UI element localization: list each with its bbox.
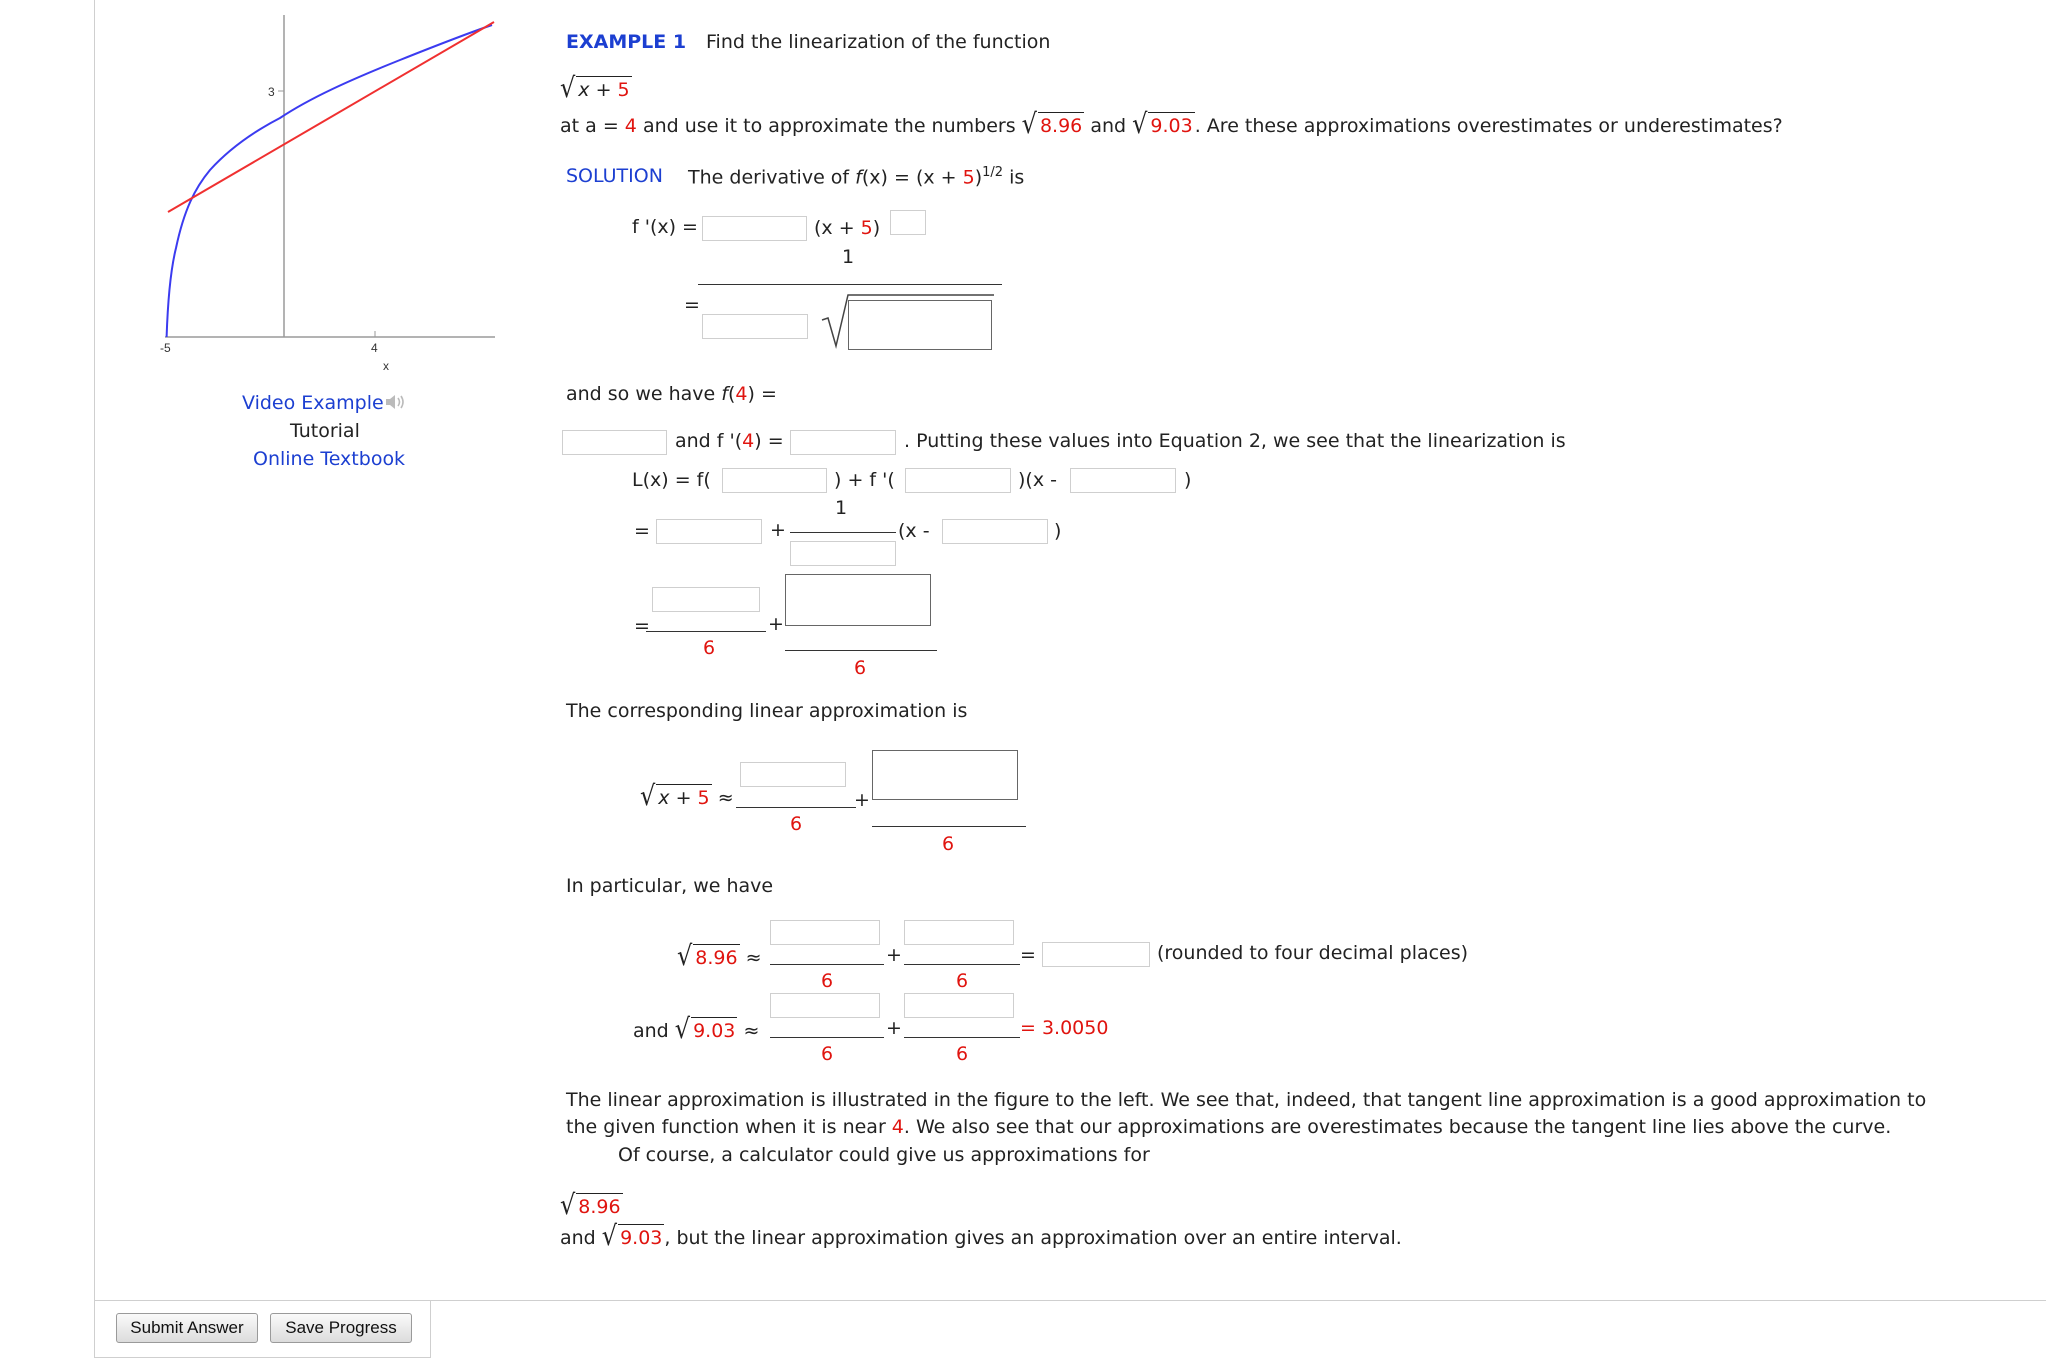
part2-plus: +	[886, 1017, 902, 1039]
corresponding-text: The corresponding linear approximation is	[566, 700, 968, 722]
lin-frac-denominator-input[interactable]	[790, 541, 896, 566]
axis-label-x: x	[383, 359, 389, 373]
fprime-denominator-coef-input[interactable]	[702, 314, 808, 339]
corr-num2-input[interactable]	[872, 750, 1018, 800]
lin-den1: 6	[703, 637, 716, 659]
example-prompt: Find the linearization of the function	[706, 31, 1051, 53]
part1-den2: 6	[956, 970, 969, 992]
part1-bar1	[770, 964, 884, 965]
function-graph	[150, 10, 510, 380]
conclusion-line2: the given function when it is near 4. We also see that our approximations are overestimates because the tangent line lies above the curve.	[566, 1116, 1892, 1138]
fprime-coefficient-input[interactable]	[702, 216, 807, 241]
f4-value-input[interactable]	[562, 430, 667, 455]
problem-line: at a = 4 and use it to approximate the numbers √ 8.96 and √ 9.03 . Are these approximations overestimates or underestimates?	[560, 107, 1783, 141]
solution-label: SOLUTION	[566, 165, 663, 187]
lin-frac-one: 1	[835, 497, 848, 519]
part1-num2-input[interactable]	[904, 920, 1014, 945]
tangent-line	[168, 22, 494, 212]
corr-num1-input[interactable]	[740, 762, 846, 787]
corr-den1: 6	[790, 813, 803, 835]
lin-num1-input[interactable]	[652, 587, 760, 612]
submit-answer-button[interactable]: Submit Answer	[116, 1313, 258, 1343]
particular-sqrt1: √ 8.96 ≈	[677, 939, 762, 973]
part2-den1: 6	[821, 1043, 834, 1065]
fprime-numerator: 1	[842, 246, 855, 268]
fprime-exponent-input[interactable]	[890, 210, 926, 235]
fprime-label: f '(x) =	[632, 216, 698, 238]
part1-result-input[interactable]	[1042, 942, 1150, 967]
lin-eq1: =	[634, 520, 650, 542]
part2-bar2	[904, 1037, 1020, 1038]
corr-den2: 6	[942, 833, 955, 855]
fprime-fraction-bar	[698, 284, 1002, 285]
part1-num1-input[interactable]	[770, 920, 880, 945]
lin-den2: 6	[854, 657, 867, 679]
part1-equals: =	[1020, 944, 1036, 966]
corr-sqrt: √ x + 5 ≈	[640, 779, 734, 813]
equation2-text: . Putting these values into Equation 2, we see that the linearization is	[904, 430, 1566, 452]
rounded-note: (rounded to four decimal places)	[1157, 942, 1469, 964]
save-progress-button[interactable]: Save Progress	[270, 1313, 412, 1343]
conclusion-last: and √ 9.03 , but the linear approximation gives an approximation over an entire interval.	[560, 1219, 1402, 1253]
conclusion-line3: Of course, a calculator could give us approximations for	[618, 1144, 1150, 1166]
lin-plus1: +	[770, 519, 786, 541]
fprime-equals: =	[684, 294, 700, 316]
conclusion-line1: The linear approximation is illustrated in the figure to the left. We see that, indeed, that tangent line approximation is a good approximation to	[566, 1089, 1927, 1111]
tutorial-link[interactable]: Tutorial	[290, 420, 360, 442]
lin-fraction-bar	[790, 532, 896, 533]
fprime-paren: (x + 5)	[814, 217, 881, 239]
part1-plus: +	[886, 944, 902, 966]
part2-den2: 6	[956, 1043, 969, 1065]
online-textbook-link[interactable]: Online Textbook	[253, 448, 406, 470]
speaker-icon	[384, 393, 406, 411]
part2-num1-input[interactable]	[770, 993, 880, 1018]
example-label: EXAMPLE 1	[566, 31, 687, 53]
tick-label-x-left: -5	[160, 341, 171, 355]
lin-bar2	[785, 650, 937, 651]
corr-bar1	[736, 807, 856, 808]
corr-bar2	[872, 826, 1026, 827]
lin-eq2: =	[634, 615, 650, 637]
part2-num2-input[interactable]	[904, 993, 1014, 1018]
fprime4-value-input[interactable]	[790, 430, 896, 455]
tick-label-x-right: 4	[371, 341, 378, 355]
part1-den1: 6	[821, 970, 834, 992]
lin-num2-input[interactable]	[785, 574, 931, 626]
solution-text: The derivative of $f(x) = (x + 5)^{1/2}$ is	[688, 165, 1025, 189]
lin-close: )	[1054, 520, 1062, 542]
part2-bar1	[770, 1037, 884, 1038]
part1-bar2	[904, 964, 1020, 965]
lx-f-arg-input[interactable]	[722, 468, 827, 493]
lin-const-input[interactable]	[656, 519, 762, 544]
fprime-radicand-input[interactable]	[848, 300, 992, 350]
part2-result: = 3.0050	[1020, 1017, 1109, 1039]
conclusion-sqrt1: √ 8.96	[560, 1188, 621, 1222]
lx-fprime-arg-input[interactable]	[905, 468, 1011, 493]
corr-plus: +	[854, 789, 870, 811]
particular-sqrt2: and √ 9.03 ≈	[633, 1012, 760, 1046]
particular-text: In particular, we have	[566, 875, 774, 897]
lx-times-x-minus: )(x -	[1018, 469, 1057, 491]
video-example-label: Video Example	[242, 392, 384, 414]
lin-x-minus-input[interactable]	[942, 519, 1048, 544]
lin-plus2: +	[768, 613, 784, 635]
lx-label: L(x) = f(	[632, 469, 711, 491]
lx-x-minus-input[interactable]	[1070, 468, 1176, 493]
tick-label-y: 3	[268, 85, 275, 99]
f4-text: and so we have f(4) =	[566, 383, 777, 405]
sqrt-curve	[167, 25, 492, 337]
video-example-link[interactable]	[242, 392, 406, 414]
lin-x-minus: (x -	[898, 520, 930, 542]
lin-bar1	[646, 631, 766, 632]
left-border	[94, 0, 95, 1358]
fprime4-text: and f '(4) =	[675, 430, 784, 452]
lx-plus-fprime: ) + f '(	[834, 469, 895, 491]
lx-close-paren: )	[1184, 469, 1192, 491]
function-expression: √ x + 5	[560, 71, 630, 105]
